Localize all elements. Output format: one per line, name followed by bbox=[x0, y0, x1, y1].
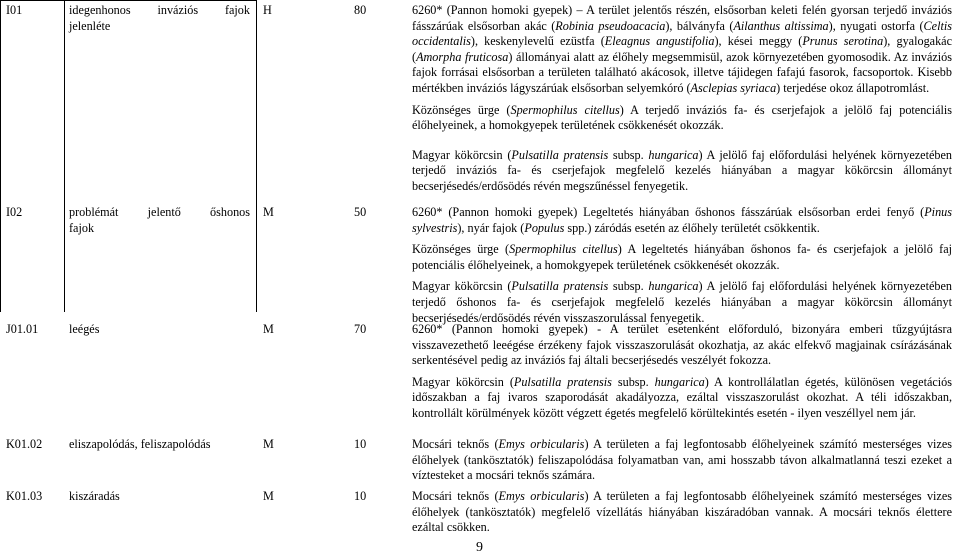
species-name: Eleagnus angustifolia bbox=[604, 34, 715, 49]
species-name: Emys orbicularis bbox=[498, 437, 585, 451]
row-name bbox=[69, 205, 250, 236]
row-level: M bbox=[263, 205, 274, 219]
description-text: 6260* (Pannon homoki gyepek) - A terület esetenként előforduló, bizonyára emberi tűzgyújtásra visszavezethető leeégése érzékeny fajok visszaszorulását okozhatja, az akác elfekvő magjainak csírázásának serkentésével pedig az inváziós faj általi becserjésedés veszélyét fokozza. bbox=[412, 322, 952, 368]
row-name-line: problémát jelentő őshonos bbox=[69, 205, 250, 219]
description-text: ), keskenylevelű ezüstfa ( bbox=[470, 34, 605, 49]
row-score: 70 bbox=[354, 322, 367, 336]
row-score: 10 bbox=[354, 489, 367, 503]
column-divider-name bbox=[256, 0, 257, 312]
description-text: Közönséges ürge ( bbox=[412, 242, 510, 257]
description-text: Közönséges ürge ( bbox=[412, 102, 511, 117]
description-paragraph bbox=[412, 322, 952, 369]
description-text: ) A területen a faj legfontosabb élőhelyeinek számító mesterséges vizes élőhelyek (tankösztatók) megfelelő vízellátás hiányában kiszáradóban vannak. A mocsári teknős élettere ezáltal csökken. bbox=[412, 489, 952, 535]
row-code: J01.01 bbox=[6, 322, 39, 336]
row-name bbox=[69, 3, 250, 34]
species-name: hungarica bbox=[648, 147, 699, 162]
row-code: K01.03 bbox=[6, 489, 43, 503]
species-name: hungarica bbox=[654, 374, 705, 389]
table-top-border bbox=[0, 0, 257, 1]
row-code: I01 bbox=[6, 3, 23, 17]
species-name: Pulsatilla pratensis bbox=[513, 374, 612, 389]
page-number: 9 bbox=[476, 540, 483, 555]
description-paragraph bbox=[412, 279, 952, 326]
row-code: K01.02 bbox=[6, 437, 43, 451]
description-paragraph bbox=[412, 148, 952, 195]
row-level: M bbox=[263, 322, 274, 336]
column-divider-code bbox=[64, 0, 65, 312]
species-name: Pulsatilla pratensis bbox=[511, 279, 609, 294]
species-name: Celtis occidentalis bbox=[412, 18, 952, 49]
description-text: ) állományai alatt az élőhely megsemmisül, azok környezetében gyomosodik. Az inváziós fajok forrásai elsősorban a területen található akácosok, illetve tájidegen fafajú fasorok, facsoportok. Kisebb mértékben inváziós lágyszárúak elsősorban selyemkóró ( bbox=[412, 49, 953, 95]
row-level: M bbox=[263, 437, 274, 451]
description-text: spp.) záródás esetén az élőhely területét csökkentik. bbox=[564, 220, 820, 235]
description-text: ), nyugati ostorfa ( bbox=[828, 18, 924, 33]
row-name: eliszapolódás, feliszapolódás bbox=[69, 437, 211, 451]
table-left-border bbox=[0, 0, 1, 312]
description-text: ) A területen a faj legfontosabb élőhelyeinek számító mesterséges vizes élőhelyek (tankösztatók) feliszapolódása folyamatban van, ami hosszabb távon alkalmatlanná teszi ezeket a víztesteket a mocsári teknős számára. bbox=[412, 437, 952, 483]
row-name: kiszáradás bbox=[69, 489, 120, 503]
description-paragraph bbox=[412, 437, 952, 484]
species-name: Pulsatilla pratensis bbox=[511, 147, 609, 162]
row-description bbox=[412, 3, 952, 201]
row-description bbox=[412, 205, 952, 332]
row-score: 80 bbox=[354, 3, 367, 17]
row-level: M bbox=[263, 489, 274, 503]
description-text: subsp. bbox=[611, 374, 655, 389]
description-text: Mocsári teknős ( bbox=[412, 489, 499, 503]
description-text: Magyar kökörcsin ( bbox=[412, 374, 514, 389]
description-text: ) A jelölő faj előfordulási helyének környezetében terjedő inváziós fa- és cserjefajok megfelelő kezelés hiányában a magyar kökörcsin állományt becserjésedés/erdősödés révén megszűnéssel fenyegetik. bbox=[412, 147, 952, 193]
row-code: I02 bbox=[6, 205, 23, 219]
species-name: Prunus serotina bbox=[802, 34, 884, 49]
description-text: Mocsári teknős ( bbox=[412, 437, 499, 451]
description-text: subsp. bbox=[608, 279, 649, 294]
description-text: ) A terjedő inváziós fa- és cserjefajok a jelölő faj potenciális élőhelyeinek, a homokgyepek területének csökkenését okozzák. bbox=[412, 102, 953, 133]
species-name: Ailanthus altissima bbox=[733, 18, 829, 33]
row-score: 10 bbox=[354, 437, 367, 451]
species-name: Emys orbicularis bbox=[498, 489, 585, 503]
description-text: subsp. bbox=[608, 147, 649, 162]
description-text: Magyar kökörcsin ( bbox=[412, 279, 512, 294]
description-paragraph bbox=[412, 242, 952, 273]
description-text: ), kései meggy ( bbox=[714, 34, 803, 49]
description-text: 6260* (Pannon homoki gyepek) Legeltetés hiányában őshonos fásszárúak elsősorban erdei fenyő ( bbox=[412, 205, 925, 219]
description-text: 6260* (Pannon homoki gyepek) – A terület jelentős részén, elsősorban keleti felén gyorsan terjedő inváziós fásszárúak elsősorban akác ( bbox=[412, 3, 952, 33]
row-name: leégés bbox=[69, 322, 100, 336]
row-name-line: jelenléte bbox=[69, 18, 111, 33]
description-text: ), nyár fajok ( bbox=[457, 220, 525, 235]
description-paragraph bbox=[412, 3, 952, 97]
row-score: 50 bbox=[354, 205, 367, 219]
species-name: Spermophilus citellus bbox=[510, 102, 620, 117]
row-level: H bbox=[263, 3, 272, 17]
row-description bbox=[412, 322, 952, 428]
row-name-line: idegenhonos inváziós fajok bbox=[69, 3, 250, 17]
species-name: Robinia pseudoacacia bbox=[555, 18, 666, 33]
species-name: Populus bbox=[524, 220, 565, 235]
description-text: ), bálványfa ( bbox=[665, 18, 734, 33]
description-paragraph bbox=[412, 489, 952, 536]
description-text: ) A kontrollálatlan égetés, különösen vegetációs időszakban a faj ivaros szaporodását akadályozza, ezáltal visszaszorulást okozhat. A téli időszakban, kontrollált körülmények között végzett égetés megfelelő körültekintés esetén - ilyen veszéllyel nem jár. bbox=[412, 374, 952, 420]
species-name: Pinus sylvestris bbox=[412, 205, 952, 235]
description-text: ) A legeltetés hiányában őshonos fa- és cserjefajok a jelölő faj potenciális élőhelyeinek, a homokgyepek területének csökkenését okozzák. bbox=[412, 242, 952, 272]
species-name: Spermophilus citellus bbox=[509, 242, 618, 257]
description-paragraph bbox=[412, 375, 952, 422]
row-description bbox=[412, 489, 952, 542]
description-text: Magyar kökörcsin ( bbox=[412, 147, 512, 162]
species-name: hungarica bbox=[648, 279, 699, 294]
species-name: Amorpha fruticosa bbox=[416, 49, 509, 64]
description-paragraph bbox=[412, 205, 952, 236]
description-text: ) terjedése okoz állapotromlást. bbox=[776, 80, 930, 95]
row-description bbox=[412, 437, 952, 490]
description-text: ) A jelölő faj előfordulási helyének környezetében terjedő őshonos fa- és cserjefajok megfelelő kezelés hiányában a magyar kökörcsin állományt becserjésedés/erdősödés révén visszaszorulással fenyegetik. bbox=[412, 279, 952, 325]
row-name-line: fajok bbox=[69, 220, 95, 235]
description-text: ), gyalogakác ( bbox=[412, 34, 952, 64]
species-name: Asclepias syriaca bbox=[690, 80, 777, 95]
description-paragraph bbox=[412, 103, 952, 134]
